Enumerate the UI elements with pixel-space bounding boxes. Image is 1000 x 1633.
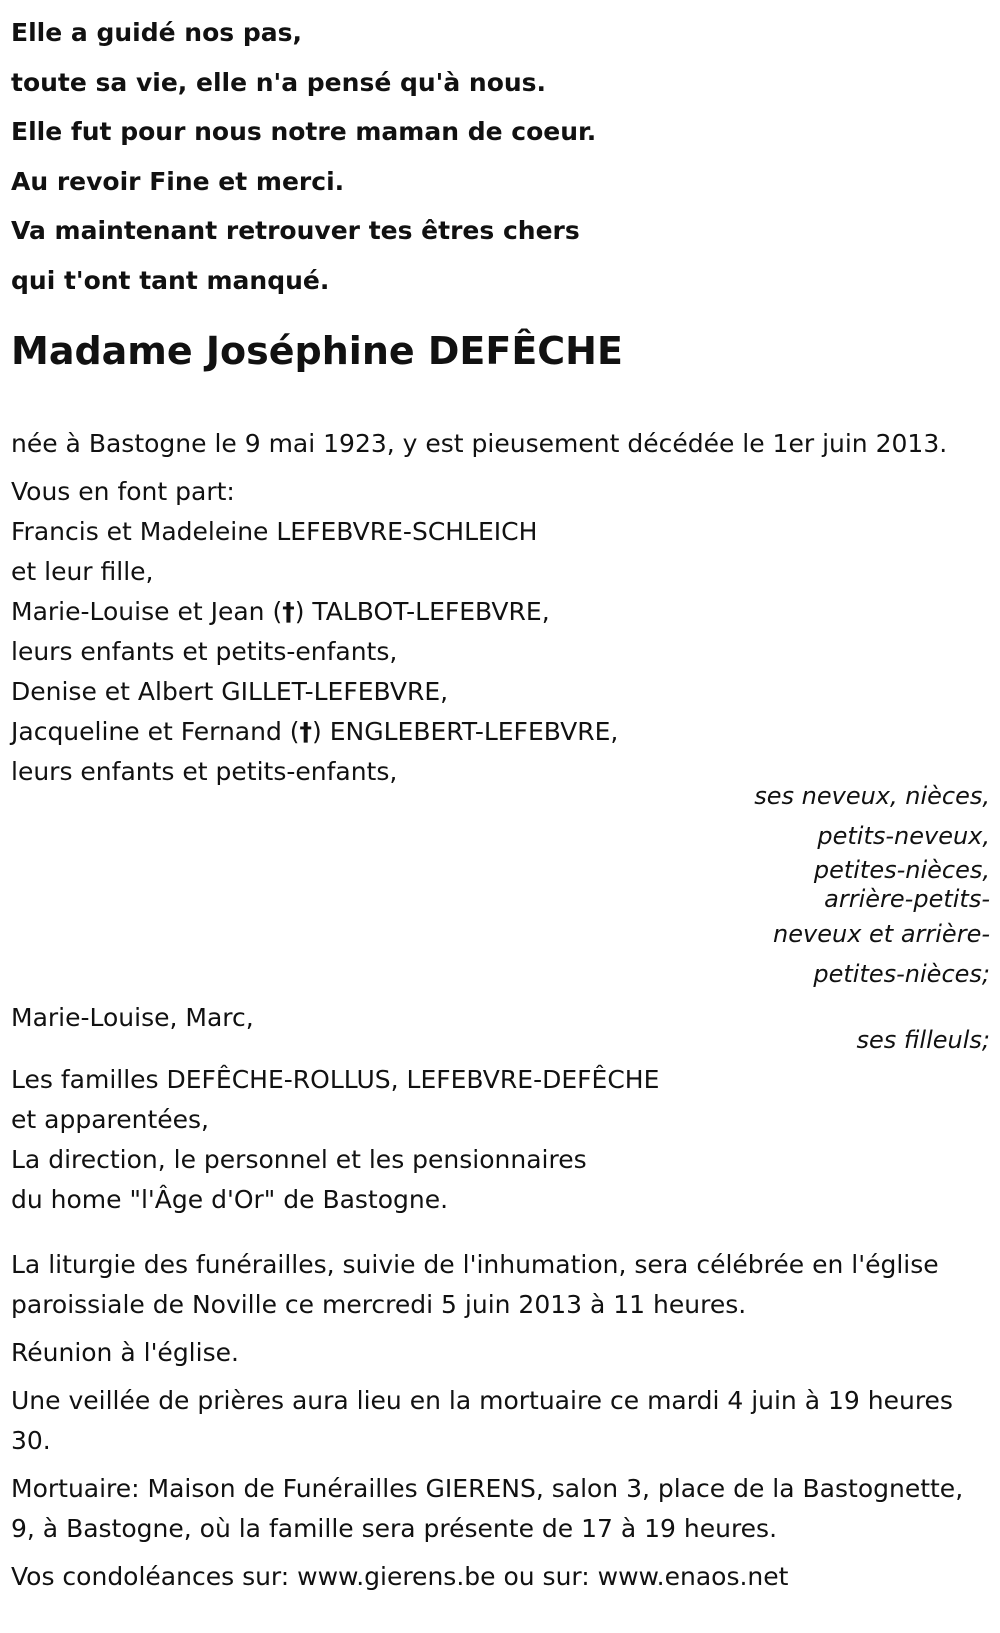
mortuary-text: Mortuaire: Maison de Funérailles GIERENS, salon 3, place de la Bastognette, 9, à Bastogne, où la famille sera présente de 17 à 19 heures. xyxy=(11,1474,964,1543)
poem-line: Elle fut pour nous notre maman de coeur. xyxy=(11,117,597,146)
poem-line: Va maintenant retrouver tes êtres chers xyxy=(11,216,580,245)
family-text: Marie-Louise et Jean ( xyxy=(11,597,283,626)
funeral-info xyxy=(11,1245,986,1605)
family-line xyxy=(11,712,731,752)
relation-godchildren xyxy=(690,1020,990,1060)
liturgy-text: La liturgie des funérailles, suivie de l'inhumation, sera célébrée en l'église paroissiale de Noville ce mercredi 5 juin 2013 à 11 heures. xyxy=(11,1250,939,1319)
family-text: ) ENGLEBERT-LEFEBVRE, xyxy=(312,717,619,746)
others-line: Les familles DEFÊCHE-ROLLUS, LEFEBVRE-DEFÊCHE xyxy=(11,1065,660,1094)
relation-line: petites-nièces; xyxy=(813,960,990,988)
others-line: La direction, le personnel et les pensionnaires xyxy=(11,1145,587,1174)
family-line: Denise et Albert GILLET-LEFEBVRE, xyxy=(11,677,449,706)
meeting-text: Réunion à l'église. xyxy=(11,1338,239,1367)
family-line: et leur fille, xyxy=(11,557,154,586)
family-text: ) TALBOT-LEFEBVRE, xyxy=(294,597,550,626)
cross-icon: † xyxy=(282,597,295,626)
relation-line: ses neveux, nièces, xyxy=(754,782,990,810)
others-line: et apparentées, xyxy=(11,1105,209,1134)
vigil-text: Une veillée de prières aura lieu en la mortuaire ce mardi 4 juin à 19 heures 30. xyxy=(11,1386,953,1455)
relation-nephews xyxy=(690,776,990,994)
poem-line: toute sa vie, elle n'a pensé qu'à nous. xyxy=(11,67,547,97)
relation-line: neveux et arrière- xyxy=(773,920,990,948)
relation-line: ses filleuls; xyxy=(856,1026,990,1054)
poem-line: Elle a guidé nos pas, xyxy=(11,18,302,47)
family-text: Jacqueline et Fernand ( xyxy=(11,717,300,746)
family-line: leurs enfants et petits-enfants, xyxy=(11,637,398,666)
relation-line: petits-neveux, xyxy=(817,822,990,850)
family-line: leurs enfants et petits-enfants, xyxy=(11,757,398,786)
family-line xyxy=(11,592,731,632)
other-families xyxy=(11,1060,659,1220)
poem xyxy=(11,8,971,305)
birth-death-line: née à Bastogne le 9 mai 1923, y est pieusement décédée le 1er juin 2013. xyxy=(11,429,948,458)
godchildren-names: Marie-Louise, Marc, xyxy=(11,1003,254,1032)
announce-text: Vous en font part: xyxy=(11,477,235,506)
poem-line: qui t'ont tant manqué. xyxy=(11,265,330,295)
others-line: du home "l'Âge d'Or" de Bastogne. xyxy=(11,1185,449,1214)
condolences-text: Vos condoléances sur: www.gierens.be ou sur: www.enaos.net xyxy=(11,1562,789,1591)
cross-icon: † xyxy=(299,717,313,746)
poem-line: Au revoir Fine et merci. xyxy=(11,166,345,196)
family-line: Francis et Madeleine LEFEBVRE-SCHLEICH xyxy=(11,517,538,546)
relation-line: arrière-petits- xyxy=(824,885,990,913)
family-list xyxy=(11,472,731,792)
deceased-name: Madame Joséphine DEFÊCHE xyxy=(11,329,623,373)
relation-line: petites-nièces, xyxy=(813,856,990,884)
